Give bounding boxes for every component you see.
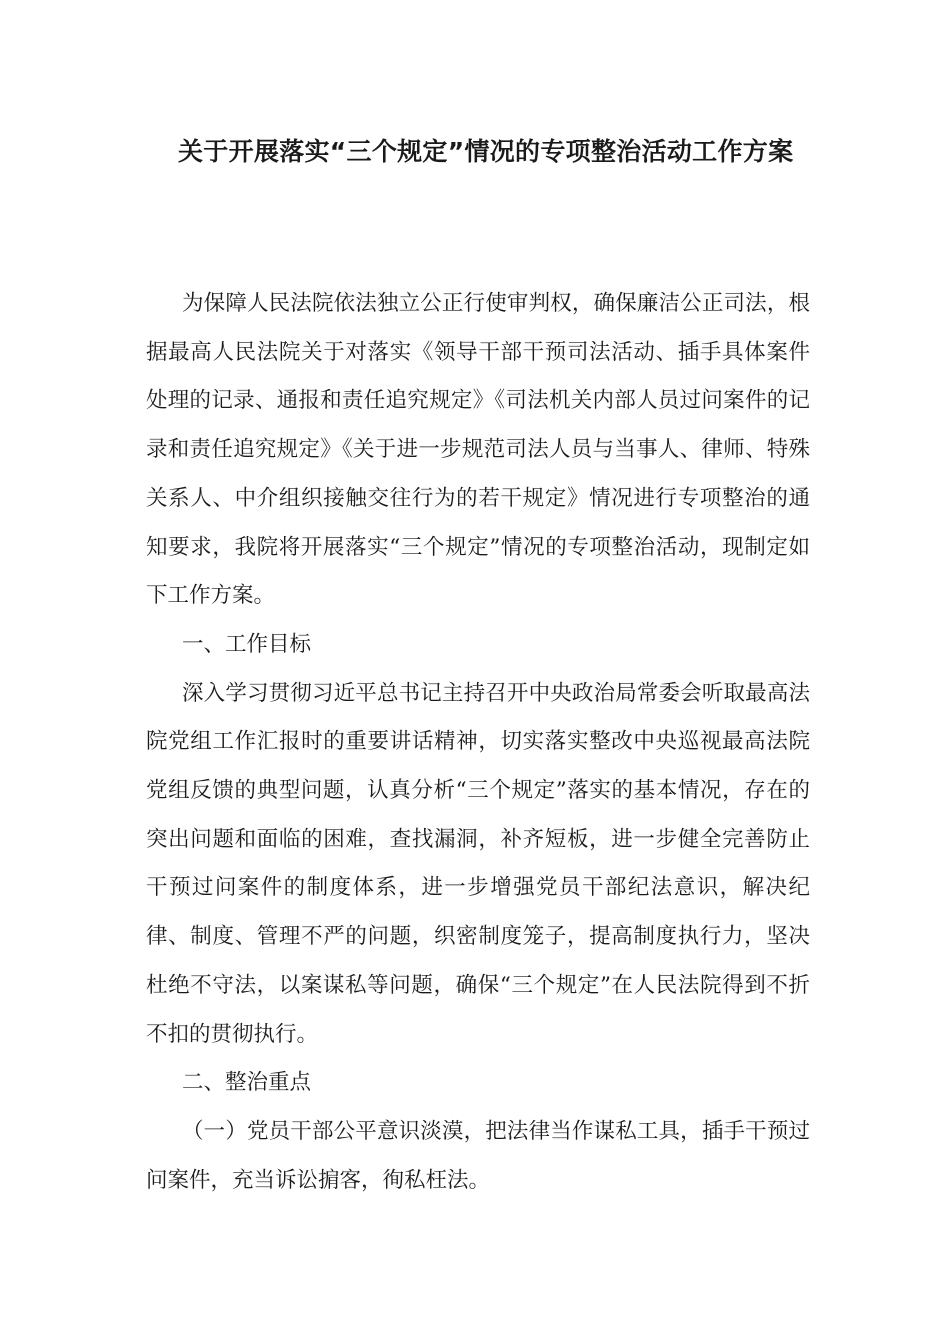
document-title: 关于开展落实“三个规定”情况的专项整治活动工作方案 bbox=[178, 137, 794, 166]
document-body bbox=[146, 280, 810, 1205]
intro-paragraph: 为保障人民法院依法独立公正行使审判权，确保廉洁公正司法，根据最高人民法院关于对落实《领导干部干预司法活动、插手具体案件处理的记录、通报和责任追究规定》《司法机关内部人员过问案件的记录和责任追究规定》《关于进一步规范司法人员与当事人、律师、特殊关系人、中介组织接触交往行为的若干规定》情况进行专项整治的通知要求，我院将开展落实“三个规定”情况的专项整治活动，现制定如下工作方案。 bbox=[146, 291, 810, 609]
focus-item-1: （一）党员干部公平意识淡漠，把法律当作谋私工具，插手干预过问案件，充当诉讼掮客，徇私枉法。 bbox=[146, 1118, 810, 1193]
section-heading-goals: 一、工作目标 bbox=[182, 631, 312, 657]
goals-paragraph: 深入学习贯彻习近平总书记主持召开中央政治局常委会听取最高法院党组工作汇报时的重要讲话精神，切实落实整改中央巡视最高法院党组反馈的典型问题，认真分析“三个规定”落实的基本情况，存在的突出问题和面临的困难，查找漏洞，补齐短板，进一步健全完善防止干预过问案件的制度体系，进一步增强党员干部纪法意识，解决纪律、制度、管理不严的问题，织密制度笼子，提高制度执行力，坚决杜绝不守法，以案谋私等问题，确保“三个规定”在人民法院得到不折不扣的贯彻执行。 bbox=[146, 680, 810, 1047]
section-heading-focus: 二、整治重点 bbox=[182, 1070, 312, 1096]
